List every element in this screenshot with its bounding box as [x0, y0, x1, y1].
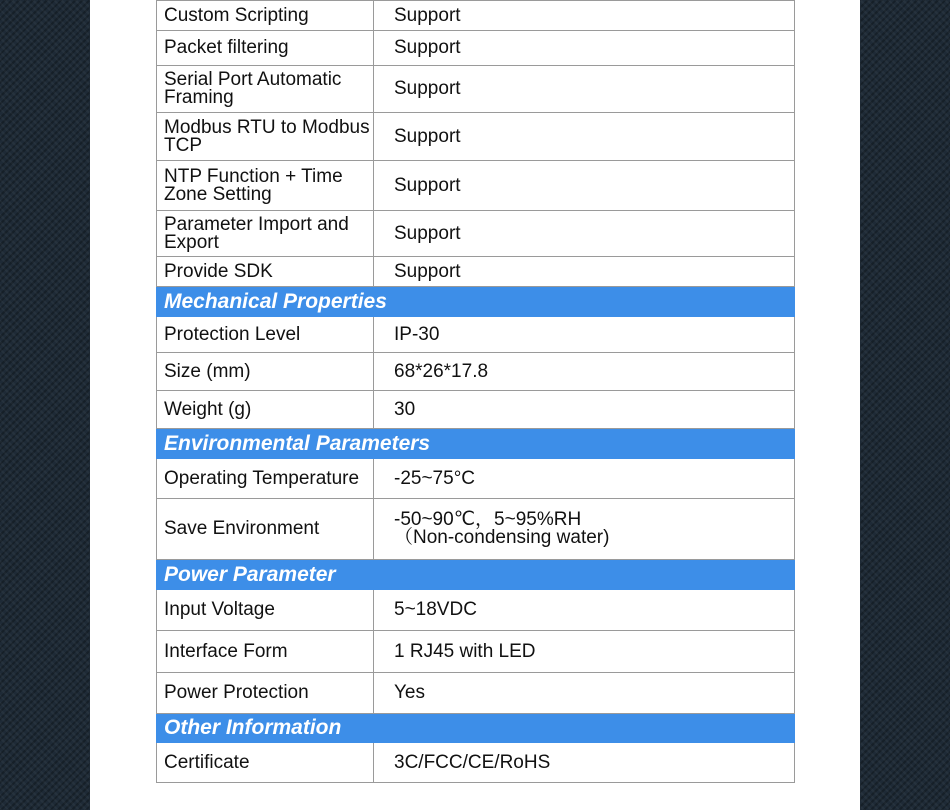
table-row	[157, 211, 795, 257]
row-label: Interface Form	[157, 631, 374, 673]
row-label: Power Protection	[157, 673, 374, 714]
row-value: Support	[374, 31, 795, 66]
row-value-note: （Non-condensing water)	[394, 527, 610, 548]
row-label: Protection Level	[157, 317, 374, 353]
row-value	[374, 499, 795, 560]
row-label: Size (mm)	[157, 353, 374, 391]
table-row	[157, 317, 795, 353]
row-value: 5~18VDC	[374, 590, 795, 631]
table-row	[157, 499, 795, 560]
row-value: IP-30	[374, 317, 795, 353]
row-value-main: -50~90℃，5~95%RH	[394, 509, 582, 530]
row-value: 1 RJ45 with LED	[374, 631, 795, 673]
row-value: Support	[374, 161, 795, 211]
table-row	[157, 673, 795, 714]
row-value: Support	[374, 257, 795, 287]
row-label: Save Environment	[157, 499, 374, 560]
table-row	[157, 459, 795, 499]
row-label: NTP Function + Time Zone Setting	[157, 161, 374, 211]
row-label: Certificate	[157, 743, 374, 783]
row-value: Yes	[374, 673, 795, 714]
row-label: Provide SDK	[157, 257, 374, 287]
section-header-power	[157, 560, 795, 590]
row-label: Packet filtering	[157, 31, 374, 66]
table-row	[157, 353, 795, 391]
table-row	[157, 391, 795, 429]
section-header-mechanical	[157, 287, 795, 317]
table-row	[157, 590, 795, 631]
row-value: Support	[374, 66, 795, 113]
row-value: Support	[374, 1, 795, 31]
section-header-other	[157, 714, 795, 743]
row-label: Custom Scripting	[157, 1, 374, 31]
section-title: Other Information	[157, 714, 795, 743]
section-title: Mechanical Properties	[157, 287, 795, 317]
row-value: 68*26*17.8	[374, 353, 795, 391]
table-row	[157, 66, 795, 113]
row-value: Support	[374, 113, 795, 161]
section-header-environmental	[157, 429, 795, 459]
row-label: Serial Port Automatic Framing	[157, 66, 374, 113]
table-row	[157, 257, 795, 287]
row-label: Parameter Import and Export	[157, 211, 374, 257]
table-row	[157, 113, 795, 161]
content-panel	[90, 0, 860, 810]
table-row	[157, 1, 795, 31]
row-label: Weight (g)	[157, 391, 374, 429]
row-value: 3C/FCC/CE/RoHS	[374, 743, 795, 783]
table-row	[157, 743, 795, 783]
table-row	[157, 161, 795, 211]
table-row	[157, 31, 795, 66]
table-row	[157, 631, 795, 673]
section-title: Power Parameter	[157, 560, 795, 590]
row-value: -25~75°C	[374, 459, 795, 499]
row-label: Modbus RTU to Modbus TCP	[157, 113, 374, 161]
row-value: 30	[374, 391, 795, 429]
row-value: Support	[374, 211, 795, 257]
row-label: Operating Temperature	[157, 459, 374, 499]
section-title: Environmental Parameters	[157, 429, 795, 459]
spec-table	[156, 0, 795, 783]
row-label: Input Voltage	[157, 590, 374, 631]
